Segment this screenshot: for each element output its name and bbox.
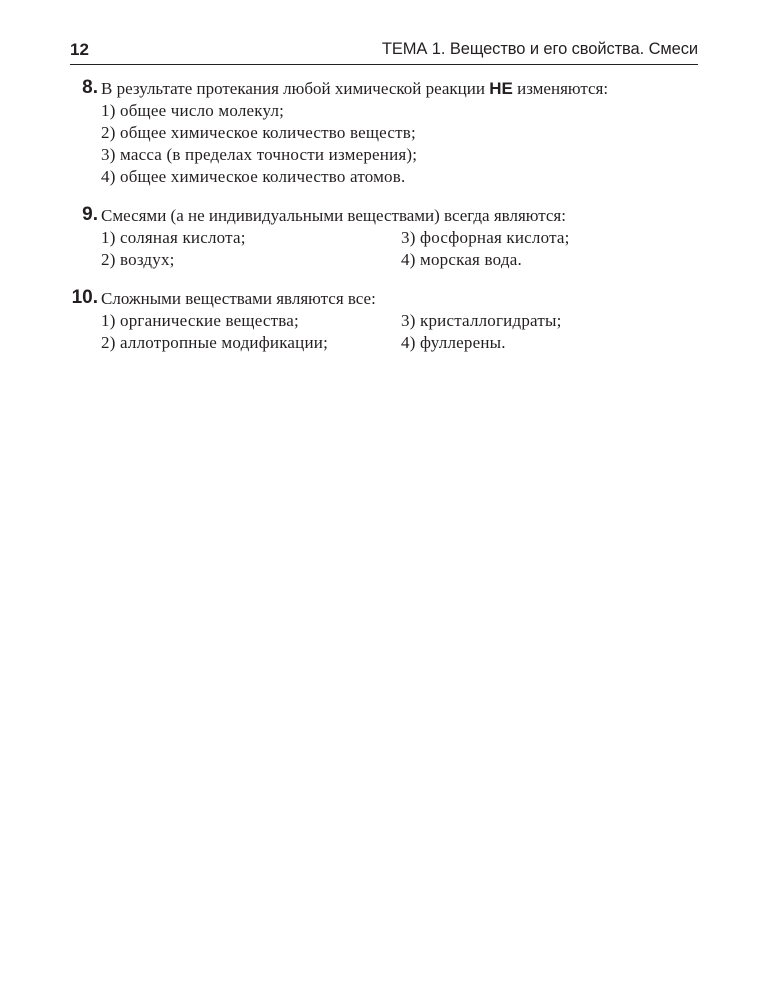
question-text: Сложными веществами являются все: — [101, 289, 376, 308]
question-text-part: изменяются: — [512, 79, 609, 98]
question-text: Смесями (а не индивидуальными веществами) всегда являются: — [101, 206, 566, 225]
answer-option: 1) соляная кислота; — [101, 228, 246, 247]
question-number: 8. — [82, 77, 98, 98]
answer-option: 2) воздух; — [101, 250, 175, 269]
question-emphasis: НЕ — [489, 79, 513, 98]
answer-option: 3) фосфорная кислота; — [401, 228, 570, 247]
answer-option: 4) фуллерены. — [401, 333, 506, 352]
answer-option: 1) общее число молекул; — [101, 101, 285, 120]
page-number: 12 — [70, 40, 89, 59]
answer-option: 4) морская вода. — [401, 250, 522, 269]
question-number: 10. — [71, 287, 98, 308]
answer-option: 2) общее химическое количество веществ; — [101, 123, 416, 142]
answer-option: 1) органические вещества; — [101, 311, 299, 330]
answer-option: 2) аллотропные модификации; — [101, 333, 328, 352]
running-head: ТЕМА 1. Вещество и его свойства. Смеси — [381, 40, 698, 58]
answer-option: 3) масса (в пределах точности измерения); — [101, 145, 418, 164]
answer-option: 4) общее химическое количество атомов. — [101, 167, 406, 186]
question-number: 9. — [82, 204, 98, 225]
question-text-part: В результате протекания любой химической реакции — [101, 79, 490, 98]
answer-option: 3) кристаллогидраты; — [401, 311, 562, 330]
page-header — [70, 38, 698, 64]
header-rule — [70, 64, 698, 65]
question-text — [101, 78, 608, 100]
